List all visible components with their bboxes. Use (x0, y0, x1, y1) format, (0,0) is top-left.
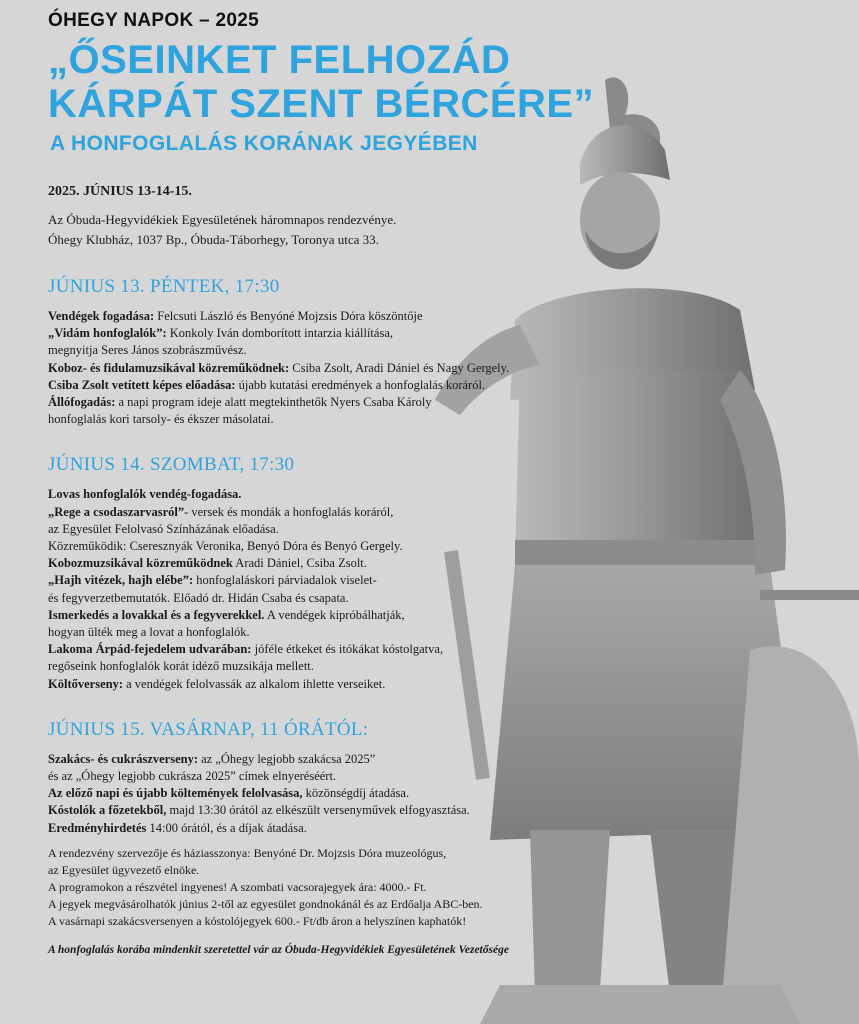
program-line-text: Aradi Dániel, Csiba Zsolt. (232, 556, 367, 571)
event-dates: 2025. JÚNIUS 13-14-15. (48, 184, 192, 199)
program-line-bold: Állófogadás: (48, 395, 116, 410)
program-line (48, 394, 608, 411)
day-heading: JÚNIUS 14. SZOMBAT, 17:30 (48, 454, 295, 476)
program-line-text: honfoglaláskori párviadalok viselet- (193, 573, 377, 588)
program-line (48, 676, 608, 693)
program-line-bold: Lovas honfoglalók vendég-fogadása. (48, 487, 242, 502)
program-line (48, 486, 608, 503)
program-line-bold: „Rege a csodaszarvasról” (48, 504, 185, 519)
note-line: A programokon a részvétel ingyenes! A szombati vacsorajegyek ára: 4000.- Ft. (48, 879, 427, 894)
program-line-text: regőseink honfoglalók korát idéző muzsikája mellett. (48, 659, 314, 674)
program-line-bold: Kobozmuzsikával közreműködnek (48, 556, 233, 571)
program-line-bold: „Hajh vitézek, hajh elébe”: (48, 573, 194, 588)
subtitle: A HONFOGLALÁS KORÁNAK JEGYÉBEN (50, 132, 478, 155)
program-line (48, 768, 608, 785)
day-section (48, 454, 608, 692)
program-line-text: Konkoly Iván domborított intarzia kiállítása, (166, 326, 393, 341)
program-line (48, 325, 608, 342)
program-line-text: jóféle étkeket és itókákat kóstolgatva, (251, 642, 444, 657)
program-line-text: újabb kutatási eredmények a honfoglalás koráról. (235, 377, 486, 392)
program-line-bold: Eredményhirdetés (48, 820, 147, 835)
program-line-bold: Ismerkedés a lovakkal és a fegyverekkel. (48, 607, 265, 622)
program-line-text: Csiba Zsolt, Aradi Dániel és Nagy Gergely. (289, 360, 510, 375)
program-line (48, 785, 608, 802)
note-line: az Egyesület ügyvezető elnöke. (48, 862, 200, 877)
note-line: A vasárnapi szakácsversenyen a kóstolójegyek 600.- Ft/db áron a helyszínen kaphatók! (48, 913, 467, 928)
program-line (48, 504, 608, 521)
program-line-bold: Költőverseny: (48, 676, 123, 691)
program-line-bold: Kóstolók a főzetekből, (48, 803, 167, 818)
closing-line: A honfoglalás korába mindenkit szeretettel vár az Óbuda-Hegyvidékiek Egyesületének Vezetősége (48, 943, 509, 956)
program-line (48, 342, 608, 359)
organizer-line: Az Óbuda-Hegyvidékiek Egyesületének háromnapos rendezvénye. (48, 212, 397, 227)
program-line (48, 641, 608, 658)
program-line-text: majd 13:30 órától az elkészült versenyművek elfogyasztása. (166, 803, 470, 818)
program-line (48, 411, 608, 428)
program-line (48, 555, 608, 572)
event-title: ÓHEGY NAPOK – 2025 (48, 10, 259, 31)
program-line (48, 751, 608, 768)
program-line-text: Közreműködik: Cseresznyák Veronika, Benyó Dóra és Benyó Gergely. (48, 539, 403, 554)
program-days (48, 276, 608, 837)
program-line-text: A vendégek kipróbálhatják, (264, 607, 405, 622)
notes-block (48, 845, 608, 930)
program-line-bold: Lakoma Árpád-fejedelem udvarában: (48, 642, 252, 657)
main-title (48, 38, 608, 126)
program-line-bold: „Vidám honfoglalók”: (48, 326, 167, 341)
program-line (48, 377, 608, 394)
note-line: A jegyek megvásárolhatók június 2-től az egyesület gondnokánál és az Erdőalja ABC-ben. (48, 896, 483, 911)
program-line-bold: Szakács- és cukrászverseny: (48, 751, 198, 766)
program-line-text: hogyan ülték meg a lovat a honfoglalók. (48, 625, 250, 640)
program-line (48, 538, 608, 555)
program-line-text: a vendégek felolvassák az alkalom ihlette verseiket. (122, 676, 386, 691)
day-heading: JÚNIUS 13. PÉNTEK, 17:30 (48, 276, 280, 297)
program-line-text: a napi program ideje alatt megtekinthetők Nyers Csaba Károly (115, 395, 432, 410)
day-heading: JÚNIUS 15. VASÁRNAP, 11 ÓRÁTÓL: (48, 718, 369, 740)
program-line-text: Felcsuti László és Benyóné Mojzsis Dóra köszöntője (154, 309, 423, 323)
program-line-text: és az „Óhegy legjobb cukrásza 2025” címek elnyeréséért. (48, 769, 337, 784)
program-line-text: honfoglalás kori tarsoly- és ékszer másolatai. (48, 412, 274, 427)
program-line-text: - versek és mondák a honfoglalás koráról, (184, 504, 394, 519)
program-line-text: 14:00 órától, és a díjak átadása. (146, 820, 307, 835)
main-title-line-2: KÁRPÁT SZENT BÉRCÉRE” (48, 82, 595, 126)
venue-line: Óhegy Klubház, 1037 Bp., Óbuda-Táborhegy, Toronya utca 33. (48, 232, 379, 247)
program-line (48, 658, 608, 675)
program-line-text: közönségdíj átadása. (302, 786, 410, 801)
main-title-line-1: „ŐSEINKET FELHOZÁD (48, 38, 511, 82)
program-line (48, 820, 608, 837)
program-line-bold: Vendégek fogadása: (48, 309, 155, 323)
program-line-bold: Koboz- és fidulamuzsikával közreműködnek: (48, 360, 290, 375)
program-line (48, 607, 608, 624)
day-section (48, 276, 608, 428)
program-line-text: az „Óhegy legjobb szakácsa 2025” (197, 751, 376, 766)
program-line (48, 572, 608, 589)
program-line (48, 521, 608, 538)
program-line (48, 624, 608, 641)
program-line (48, 802, 608, 819)
program-line (48, 360, 608, 377)
intro-block (48, 210, 608, 250)
text-column (48, 10, 608, 956)
program-line-bold: Az előző napi és újabb költemények felolvasása, (48, 786, 303, 801)
program-line (48, 590, 608, 607)
program-line-text: megnyitja Seres János szobrászművész. (48, 343, 247, 358)
program-line-text: és fegyverzetbemutatók. Előadó dr. Hidán Csaba és csapata. (48, 590, 349, 605)
program-line-bold: Csiba Zsolt vetített képes előadása: (48, 377, 236, 392)
program-line (48, 308, 608, 325)
day-section (48, 719, 608, 837)
note-line: A rendezvény szervezője és háziasszonya: Benyóné Dr. Mojzsis Dóra muzeológus, (48, 845, 447, 860)
program-line-text: az Egyesület Felolvasó Színházának előadása. (48, 521, 279, 536)
